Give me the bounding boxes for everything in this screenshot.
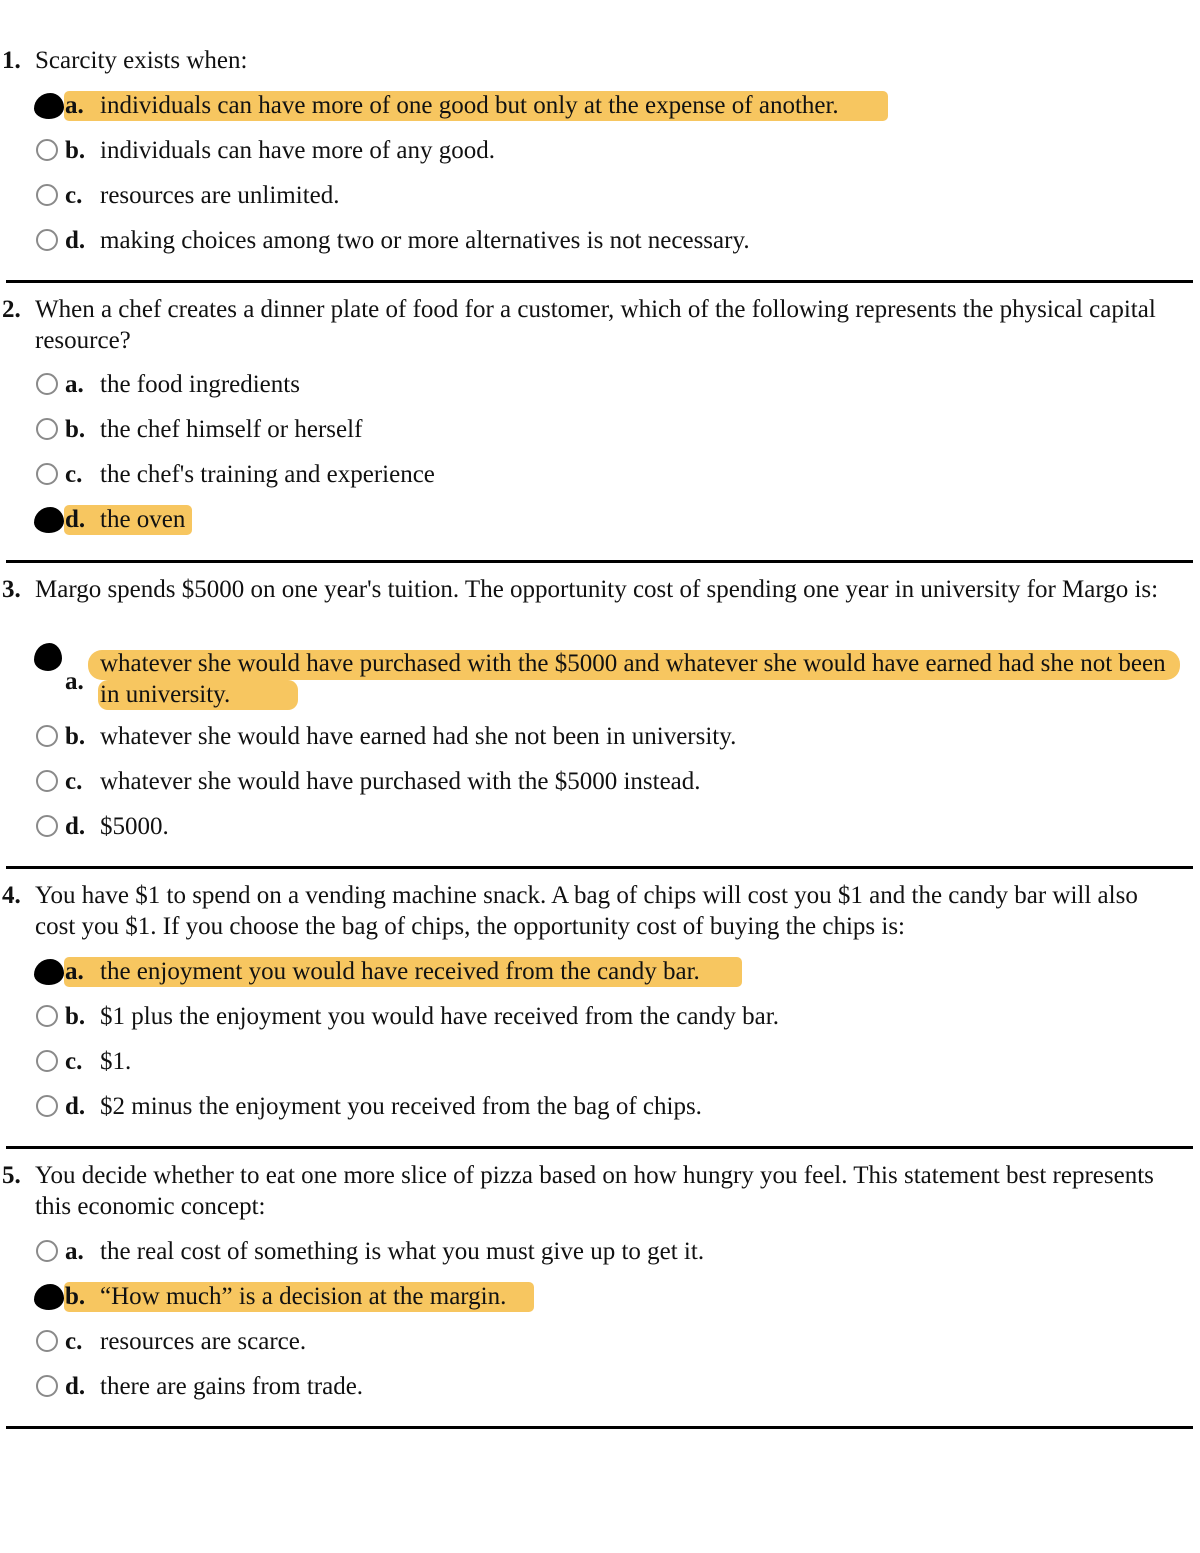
option-text: resources are scarce. <box>100 1328 307 1355</box>
option-text: the real cost of something is what you must give up to get it. <box>100 1238 705 1265</box>
answer-option-a[interactable] <box>36 368 1186 402</box>
option-letter: a. <box>65 92 84 119</box>
answer-option-c[interactable] <box>36 1045 1186 1079</box>
empty-bubble-icon[interactable] <box>36 1330 58 1352</box>
filled-bubble-icon[interactable] <box>34 959 64 985</box>
section-divider <box>6 1146 1193 1149</box>
answer-option-c[interactable] <box>36 179 1186 213</box>
option-text: $5000. <box>100 813 169 840</box>
option-text: whatever she would have purchased with the $5000 and whatever she would have earned had she not been in university. <box>100 650 1166 708</box>
empty-bubble-icon[interactable] <box>36 815 58 837</box>
answer-option-d[interactable] <box>36 1090 1186 1124</box>
option-letter: c. <box>65 182 83 209</box>
answer-option-d[interactable] <box>36 1370 1186 1404</box>
question-text: When a chef creates a dinner plate of food for a customer, which of the following represents the physical capital resource? <box>35 296 1156 354</box>
option-letter: c. <box>65 1048 83 1075</box>
empty-bubble-icon[interactable] <box>36 1095 58 1117</box>
option-letter: d. <box>65 227 86 254</box>
answer-option-b[interactable] <box>36 1000 1186 1034</box>
section-divider <box>6 560 1193 563</box>
answer-option-d[interactable] <box>36 224 1186 258</box>
answer-option-c[interactable] <box>36 765 1186 799</box>
answer-option-b[interactable] <box>36 720 1186 754</box>
option-text: individuals can have more of one good but only at the expense of another. <box>100 92 839 119</box>
question-text: You have $1 to spend on a vending machine snack. A bag of chips will cost you $1 and the candy bar will also cost you $1. If you choose the bag of chips, the opportunity cost of buying the chips is: <box>35 882 1138 940</box>
answer-option-c[interactable] <box>36 458 1186 492</box>
empty-bubble-icon[interactable] <box>36 1240 58 1262</box>
question-text: Margo spends $5000 on one year's tuition. The opportunity cost of spending one year in university for Margo is: <box>35 576 1159 603</box>
option-text: $1. <box>100 1048 132 1075</box>
option-letter: a. <box>65 371 84 398</box>
question-number: 1. <box>2 47 21 74</box>
empty-bubble-icon[interactable] <box>36 139 58 161</box>
option-text: $1 plus the enjoyment you would have received from the candy bar. <box>100 1003 779 1030</box>
option-letter: b. <box>65 723 86 750</box>
empty-bubble-icon[interactable] <box>36 373 58 395</box>
empty-bubble-icon[interactable] <box>36 184 58 206</box>
answer-option-a[interactable] <box>36 955 1186 989</box>
option-text: individuals can have more of any good. <box>100 137 496 164</box>
option-text: the food ingredients <box>100 371 300 398</box>
option-text: $2 minus the enjoyment you received from the bag of chips. <box>100 1093 702 1120</box>
empty-bubble-icon[interactable] <box>36 1375 58 1397</box>
option-text: the chef himself or herself <box>100 416 363 443</box>
answer-option-b[interactable] <box>36 413 1186 447</box>
answer-option-a[interactable] <box>36 648 1186 718</box>
question-number: 5. <box>2 1162 21 1189</box>
question-number: 4. <box>2 882 21 909</box>
option-letter: d. <box>65 506 86 533</box>
option-letter: a. <box>65 1238 84 1265</box>
filled-bubble-icon[interactable] <box>34 643 62 671</box>
option-text: the enjoyment you would have received from the candy bar. <box>100 958 700 985</box>
option-text: the chef's training and experience <box>100 461 435 488</box>
question-number: 3. <box>2 576 21 603</box>
question-text: Scarcity exists when: <box>35 47 248 74</box>
answer-option-a[interactable] <box>36 89 1186 123</box>
answer-option-d[interactable] <box>36 503 1186 537</box>
option-letter: b. <box>65 1283 86 1310</box>
option-letter: b. <box>65 1003 86 1030</box>
option-text: “How much” is a decision at the margin. <box>100 1283 507 1310</box>
answer-option-a[interactable] <box>36 1235 1186 1269</box>
option-text: resources are unlimited. <box>100 182 340 209</box>
answer-option-d[interactable] <box>36 810 1186 844</box>
empty-bubble-icon[interactable] <box>36 770 58 792</box>
answer-option-b[interactable] <box>36 134 1186 168</box>
option-letter: d. <box>65 813 86 840</box>
question-text: You decide whether to eat one more slice of pizza based on how hungry you feel. This statement best represents this economic concept: <box>35 1162 1154 1220</box>
option-letter: a. <box>65 958 84 985</box>
empty-bubble-icon[interactable] <box>36 1005 58 1027</box>
empty-bubble-icon[interactable] <box>36 463 58 485</box>
option-letter: c. <box>65 768 83 795</box>
empty-bubble-icon[interactable] <box>36 1050 58 1072</box>
empty-bubble-icon[interactable] <box>36 229 58 251</box>
option-text: the oven <box>100 506 186 533</box>
answer-option-c[interactable] <box>36 1325 1186 1359</box>
empty-bubble-icon[interactable] <box>36 725 58 747</box>
filled-bubble-icon[interactable] <box>34 93 64 119</box>
section-divider <box>6 280 1193 283</box>
answer-option-b[interactable] <box>36 1280 1186 1314</box>
filled-bubble-icon[interactable] <box>34 1284 64 1310</box>
empty-bubble-icon[interactable] <box>36 418 58 440</box>
filled-bubble-icon[interactable] <box>34 507 64 533</box>
option-text: making choices among two or more alternatives is not necessary. <box>100 227 750 254</box>
option-letter: c. <box>65 1328 83 1355</box>
option-letter: d. <box>65 1373 86 1400</box>
question-number: 2. <box>2 296 21 323</box>
option-letter: a. <box>65 668 84 695</box>
option-letter: d. <box>65 1093 86 1120</box>
option-letter: b. <box>65 137 86 164</box>
option-text: there are gains from trade. <box>100 1373 364 1400</box>
section-divider <box>6 1426 1193 1429</box>
option-text: whatever she would have purchased with the $5000 instead. <box>100 768 701 795</box>
section-divider <box>6 866 1193 869</box>
option-text: whatever she would have earned had she not been in university. <box>100 723 737 750</box>
option-letter: c. <box>65 461 83 488</box>
option-letter: b. <box>65 416 86 443</box>
